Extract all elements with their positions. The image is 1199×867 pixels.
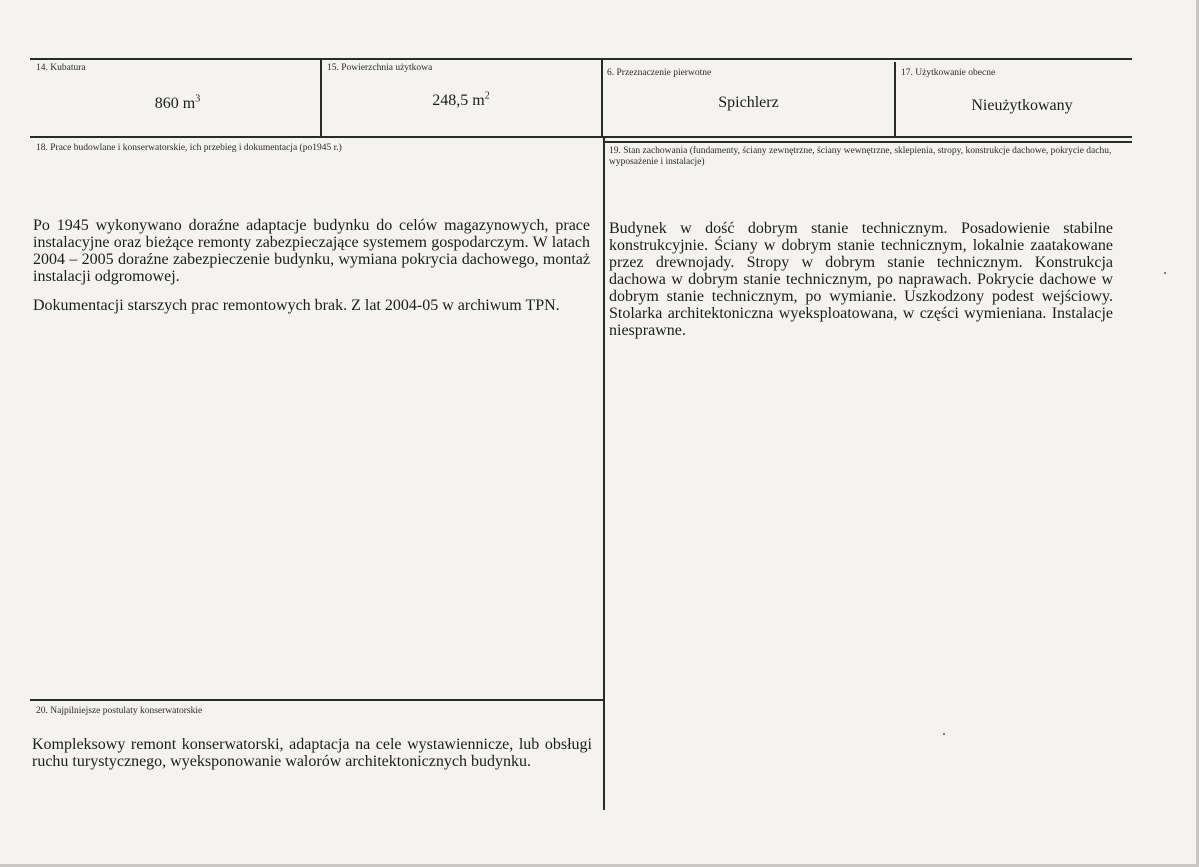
section20-label: 20. Najpilniejsze postulaty konserwatorskie bbox=[36, 706, 203, 716]
main-column-divider bbox=[603, 138, 605, 810]
uzytkowanie-label: 17. Użytkowanie obecne bbox=[901, 68, 996, 78]
section18-text-2: Dokumentacji starszych prac remontowych brak. Z lat 2004-05 w archiwum TPN. bbox=[33, 297, 560, 314]
powierzchnia-label: 15. Powierzchnia użytkowa bbox=[327, 63, 433, 73]
kubatura-label: 14. Kubatura bbox=[36, 63, 86, 73]
section19-top-line bbox=[603, 141, 1132, 143]
speck-mark bbox=[1164, 272, 1166, 274]
section19-label: 19. Stan zachowania (fundamenty, ściany zewnętrzne, ściany wewnętrzne, sklepienia, stropy, konstrukcje dachowe, pokrycie dachu, wyposażenie i instalacje) bbox=[609, 146, 1112, 167]
speck-mark bbox=[943, 733, 945, 735]
section20-top-line bbox=[30, 699, 603, 701]
section18-label: 18. Prace budowlane i konserwatorskie, ich przebieg i dokumentacja (po1945 r.) bbox=[36, 143, 342, 153]
powierzchnia-value: 248,5 $m^2$ bbox=[432, 90, 490, 109]
header-bottom-line bbox=[30, 136, 1132, 138]
przeznaczenie-label: 6. Przeznaczenie pierwotne bbox=[607, 68, 712, 78]
section19-text: Budynek w dość dobrym stanie technicznym. Posadowienie stabilne konstrukcyjnie. Ściany w dobrym stanie technicznym, lokalnie zaatakowane przez drewnojady. Stropy w dobrym stanie technicznym. Konstrukcja dachowa w dobrym stanie technicznym, po naprawach. Pokrycie dachowe w dobrym stanie technicznym, po wymianie. Uszkodzony podest wejściowy. Stolarka architektoniczna wyeksploatowana, w części wymieniana. Instalacje niesprawne. bbox=[609, 220, 1113, 339]
header-top-line bbox=[30, 58, 1132, 60]
przeznaczenie-value: Spichlerz bbox=[718, 94, 779, 111]
uzytkowanie-value: Nieużytkowany bbox=[971, 97, 1073, 114]
kubatura-value: 860 $m^3$ bbox=[154, 93, 201, 112]
section20-text: Kompleksowy remont konserwatorski, adaptacja na cele wystawiennicze, lub obsługi ruchu turystycznego, wyeksponowanie walorów architektonicznych budynku. bbox=[32, 736, 592, 770]
section18-text: Po 1945 wykonywano doraźne adaptacje budynku do celów magazynowych, prace instalacyjne oraz bieżące remonty zabezpieczające systemem gospodarczym. W latach 2004 – 2005 doraźne zabezpieczenie budynku, wymiana pokrycia dachowego, montaż instalacji odgromowej. bbox=[33, 217, 590, 285]
